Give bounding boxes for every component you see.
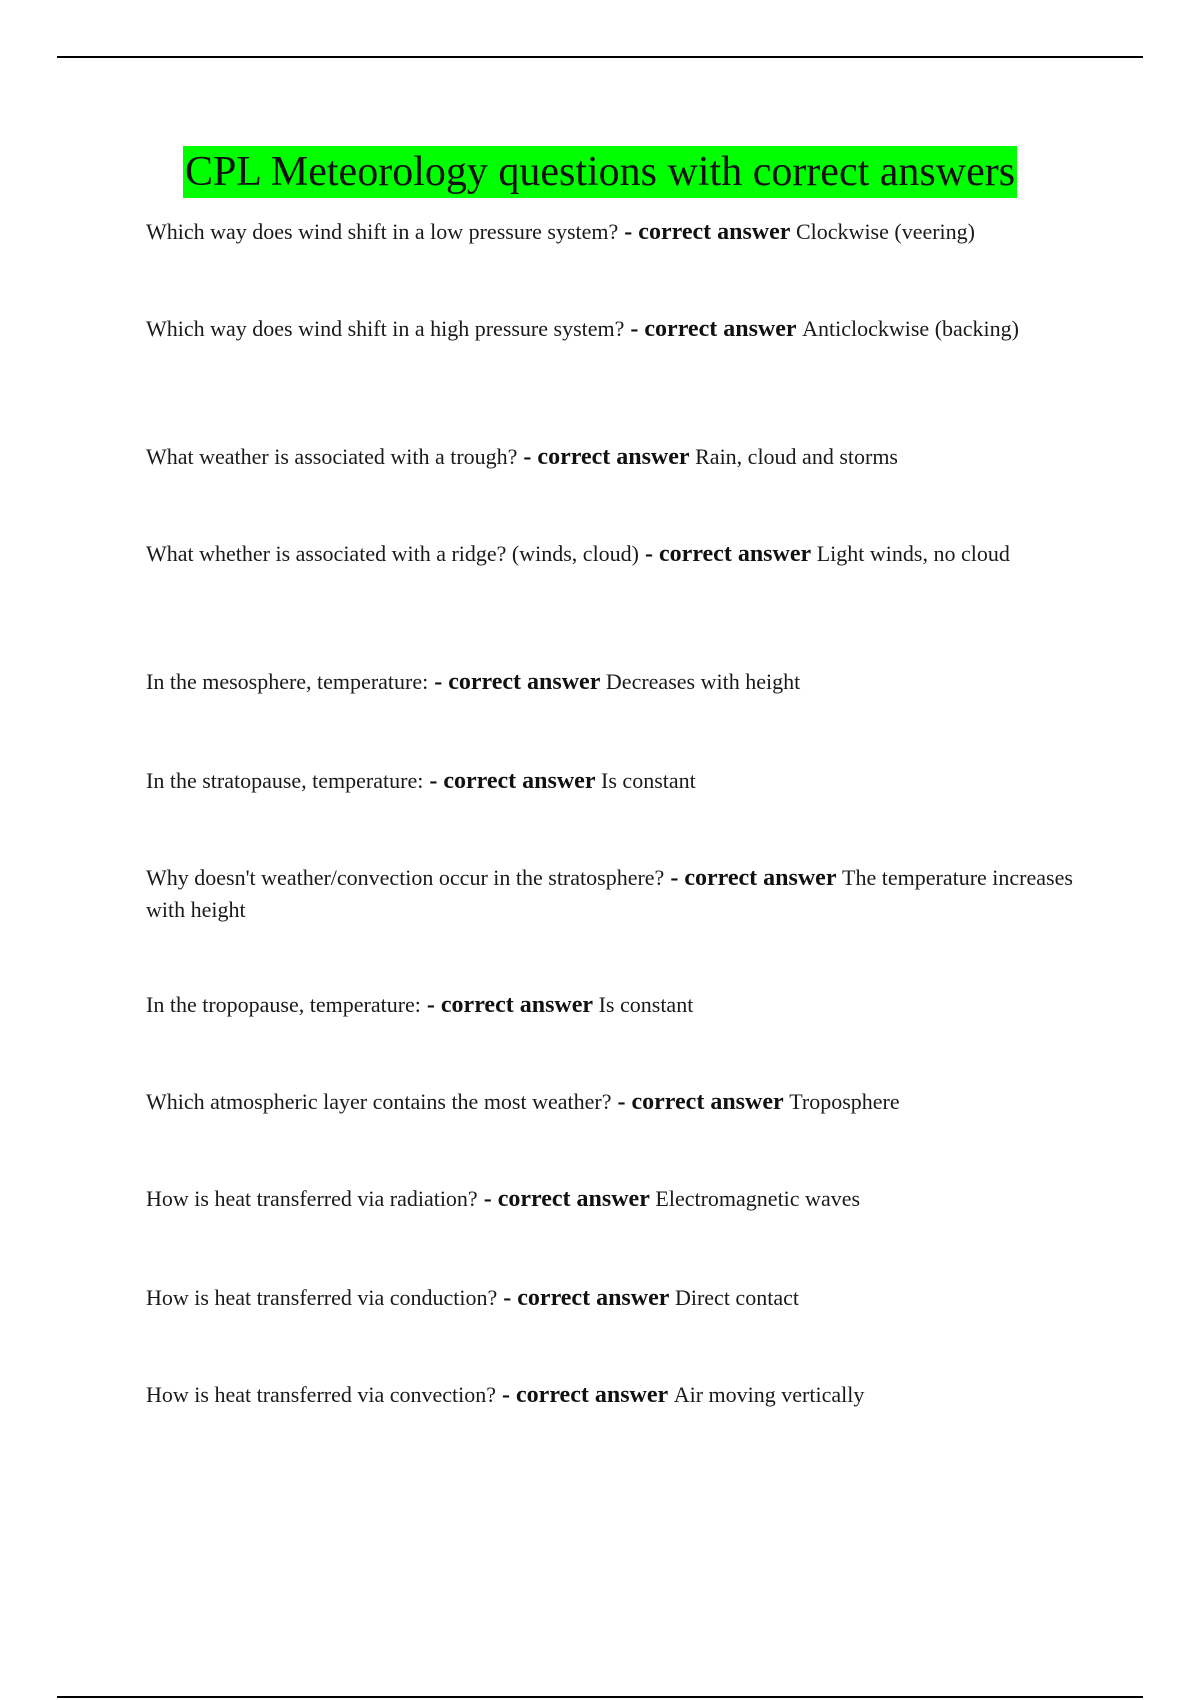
answer-separator: - correct answer bbox=[420, 992, 599, 1018]
question: What whether is associated with a ridge? (winds, cloud) bbox=[146, 541, 640, 566]
question: How is heat transferred via convection? bbox=[146, 1382, 497, 1407]
qa-item bbox=[146, 441, 1086, 473]
question: Which way does wind shift in a high pressure system? bbox=[146, 316, 625, 341]
qa-item bbox=[146, 1086, 1086, 1118]
page-title: CPL Meteorology questions with correct answers bbox=[183, 146, 1017, 198]
answer: Is constant bbox=[598, 992, 694, 1017]
qa-item bbox=[146, 666, 1086, 698]
answer-separator: - correct answer bbox=[496, 1382, 674, 1408]
bottom-rule bbox=[57, 1696, 1143, 1698]
answer: Troposphere bbox=[789, 1089, 900, 1114]
qa-item bbox=[146, 765, 1086, 797]
answer: Direct contact bbox=[674, 1285, 799, 1310]
answer-separator: - correct answer bbox=[624, 316, 803, 342]
answer: The temperature increases with height bbox=[146, 865, 1073, 922]
question: Why doesn't weather/convection occur in the stratosphere? bbox=[146, 865, 665, 890]
qa-item bbox=[146, 1379, 1086, 1411]
qa-item bbox=[146, 313, 1086, 345]
answer-separator: - correct answer bbox=[497, 1285, 675, 1311]
answer: Is constant bbox=[601, 768, 696, 793]
qa-item bbox=[146, 216, 1086, 248]
answer-separator: - correct answer bbox=[477, 1186, 656, 1212]
qa-item bbox=[146, 538, 1086, 570]
question: Which way does wind shift in a low pressure system? bbox=[146, 219, 619, 244]
question: What weather is associated with a trough? bbox=[146, 444, 518, 469]
answer: Anticlockwise (backing) bbox=[802, 316, 1019, 341]
qa-item bbox=[146, 862, 1086, 925]
question: How is heat transferred via conduction? bbox=[146, 1285, 498, 1310]
qa-item bbox=[146, 1183, 1086, 1215]
answer: Electromagnetic waves bbox=[655, 1186, 861, 1211]
qa-item bbox=[146, 989, 1086, 1021]
top-rule bbox=[57, 56, 1143, 58]
question: In the stratopause, temperature: bbox=[146, 768, 424, 793]
answer-separator: - correct answer bbox=[423, 768, 602, 794]
qa-item bbox=[146, 1282, 1086, 1314]
answer-separator: - correct answer bbox=[664, 865, 843, 891]
answer-separator: - correct answer bbox=[611, 1089, 790, 1115]
answer: Light winds, no cloud bbox=[816, 541, 1010, 566]
answer: Rain, cloud and storms bbox=[695, 444, 898, 469]
question: Which atmospheric layer contains the most weather? bbox=[146, 1089, 612, 1114]
answer-separator: - correct answer bbox=[618, 219, 796, 245]
answer-separator: - correct answer bbox=[639, 541, 817, 567]
answer: Decreases with height bbox=[605, 669, 801, 694]
answer: Air moving vertically bbox=[673, 1382, 865, 1407]
question: In the tropopause, temperature: bbox=[146, 992, 421, 1017]
question: How is heat transferred via radiation? bbox=[146, 1186, 478, 1211]
answer-separator: - correct answer bbox=[517, 444, 696, 470]
answer: Clockwise (veering) bbox=[796, 219, 975, 244]
question: In the mesosphere, temperature: bbox=[146, 669, 429, 694]
answer-separator: - correct answer bbox=[428, 669, 606, 695]
title-block bbox=[0, 146, 1200, 198]
